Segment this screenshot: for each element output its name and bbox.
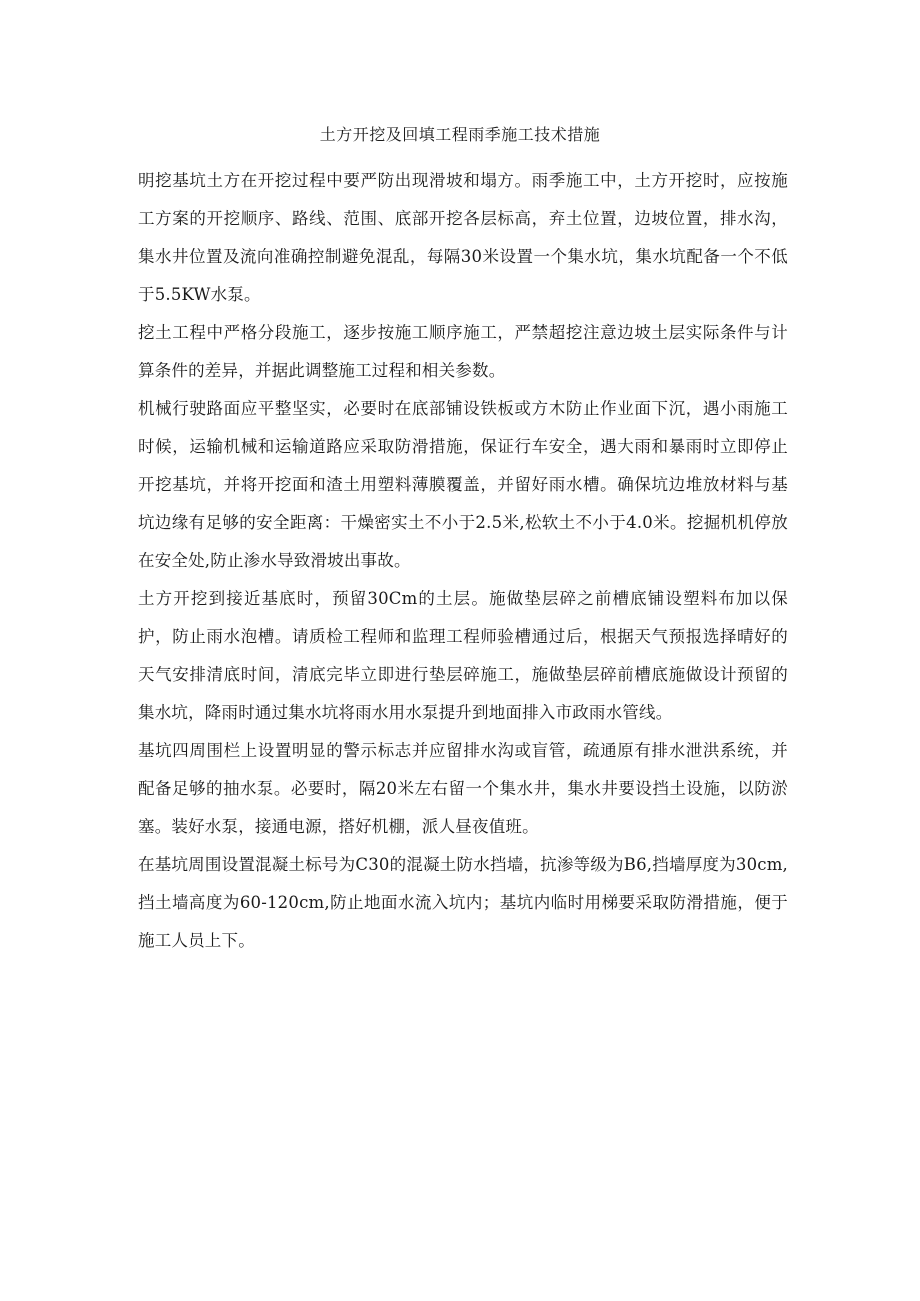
paragraph-waterproof-retaining-wall: 在基坑周围设置混凝土标号为C30的混凝土防水挡墙，抗渗等级为B6,挡墙厚度为30cm,挡土墙高度为60-120cm,防止地面水流入坑内；基坑内临时用梯要采取防滑措施，便于施工人员上下。: [138, 855, 788, 950]
document-body: [138, 162, 788, 960]
paragraph-open-cut-excavation: 明挖基坑土方在开挖过程中要严防出现滑坡和塌方。雨季施工中，土方开挖时，应按施工方案的开挖顺序、路线、范围、底部开挖各层标高，弃土位置，边坡位置，排水沟，集水井位置及流向准确控制避免混乱，每隔30米设置一个集水坑，集水坑配备一个不低于5.5KW水泵。: [138, 171, 788, 304]
document-title: 土方开挖及回填工程雨季施工技术措施: [319, 125, 601, 144]
paragraph-warning-signs-drainage: 基坑四周围栏上设置明显的警示标志并应留排水沟或盲管，疏通原有排水泄洪系统，并配备足够的抽水泵。必要时，隔20米左右留一个集水井，集水井要设挡土设施，以防淤塞。装好水泵，接通电源，搭好机棚，派人昼夜值班。: [138, 741, 788, 836]
paragraph-machinery-roads: 机械行驶路面应平整坚实，必要时在底部铺设铁板或方木防止作业面下沉，遇小雨施工时候，运输机械和运输道路应采取防滑措施，保证行车安全，遇大雨和暴雨时立即停止开挖基坑，并将开挖面和渣土用塑料薄膜覆盖，并留好雨水槽。确保坑边堆放材料与基坑边缘有足够的安全距离：干燥密实土不小于2.5米,松软土不小于4.0米。挖掘机机停放在安全处,防止渗水导致滑坡出事故。: [138, 399, 788, 570]
paragraph-segmented-construction: 挖土工程中严格分段施工，逐步按施工顺序施工，严禁超挖注意边坡土层实际条件与计算条件的差异，并据此调整施工过程和相关参数。: [138, 323, 788, 380]
paragraph-base-reserve-layer: 土方开挖到接近基底时，预留30Cm的土层。施做垫层碎之前槽底铺设塑料布加以保护，防止雨水泡槽。请质检工程师和监理工程师验槽通过后，根据天气预报选择晴好的天气安排清底时间，清底完毕立即进行垫层碎施工，施做垫层碎前槽底施做设计预留的集水坑，降雨时通过集水坑将雨水用水泵提升到地面排入市政雨水管线。: [138, 589, 788, 722]
